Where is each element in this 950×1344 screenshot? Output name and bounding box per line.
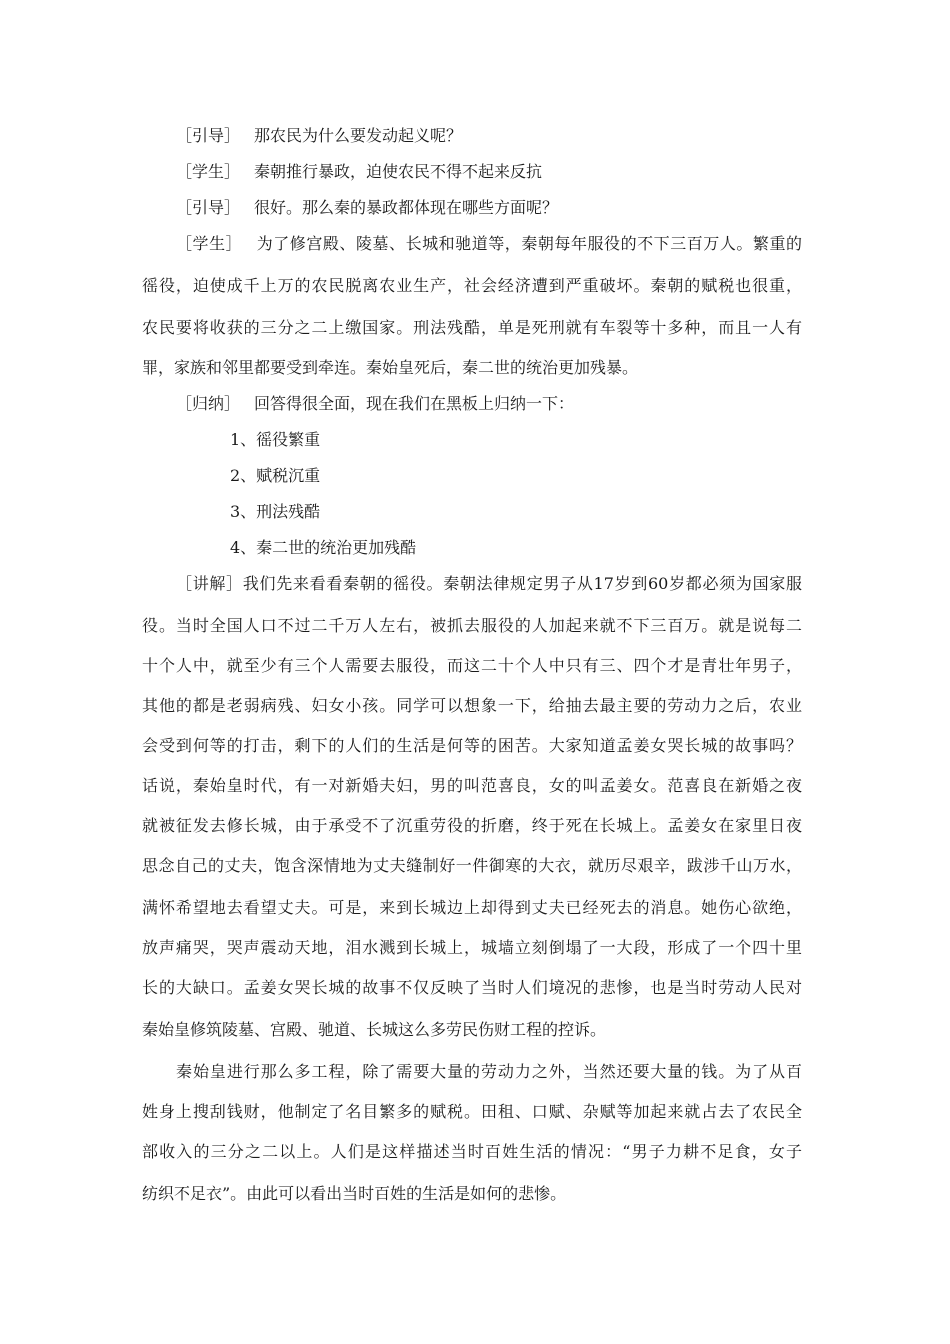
paragraph-line: 役。当时全国人口不过二千万人左右，被抓去服役的人加起来就不下三百万。就是说每二 [142, 616, 802, 635]
speaker-tag: ［引导］ [176, 198, 241, 217]
summary-item: 3、刑法残酷 [230, 502, 321, 521]
paragraph-text: 我们先来看看秦朝的徭役。秦朝法律规定男子从17岁到60岁都必须为国家服 [242, 574, 802, 593]
summary-item: 2、赋税沉重 [230, 466, 321, 485]
paragraph-line [176, 232, 802, 256]
paragraph-text: 为了修宫殿、陵墓、长城和驰道等，秦朝每年服役的不下三百万人。繁重的 [256, 234, 802, 253]
paragraph-line: 部收入的三分之二以上。人们是这样描述当时百姓生活的情况：“男子力耕不足食，女子 [142, 1142, 802, 1161]
paragraph-line: 放声痛哭，哭声震动天地，泪水溅到长城上，城墙立刻倒塌了一大段，形成了一个四十里 [142, 938, 802, 957]
paragraph-line: 十个人中，就至少有三个人需要去服役，而这二十个人中只有三、四个才是青壮年男子， [142, 656, 802, 675]
paragraph-line: 罪，家族和邻里都要受到牵连。秦始皇死后，秦二世的统治更加残暴。 [142, 358, 639, 377]
summary-line [176, 392, 836, 416]
paragraph-line: 会受到何等的打击，剩下的人们的生活是何等的困苦。大家知道孟姜女哭长城的故事吗？ [142, 736, 802, 755]
speaker-tag: ［引导］ [176, 126, 241, 145]
dialog-line [176, 160, 836, 184]
paragraph-line: 秦始皇进行那么多工程，除了需要大量的劳动力之外，当然还要大量的钱。为了从百 [176, 1062, 802, 1081]
speaker-tag: ［归纳］ [176, 394, 241, 413]
paragraph-line: 纺织不足衣”。由此可以看出当时百姓的生活是如何的悲惨。 [142, 1184, 567, 1203]
dialog-text: 那农民为什么要发动起义呢？ [254, 126, 463, 145]
paragraph-line: 徭役，迫使成千上万的农民脱离农业生产，社会经济遭到严重破坏。秦朝的赋税也很重， [142, 276, 802, 295]
summary-text: 回答得很全面，现在我们在黑板上归纳一下： [254, 394, 575, 413]
paragraph-line: 思念自己的丈夫，饱含深情地为丈夫缝制好一件御寒的大衣，就历尽艰辛，跋涉千山万水， [142, 856, 802, 875]
paragraph-line: 农民要将收获的三分之二上缴国家。刑法残酷，单是死刑就有车裂等十多种，而且一人有 [142, 318, 802, 337]
paragraph-line: 其他的都是老弱病残、妇女小孩。同学可以想象一下，给抽去最主要的劳动力之后，农业 [142, 696, 802, 715]
paragraph-line: 秦始皇修筑陵墓、宫殿、驰道、长城这么多劳民伤财工程的控诉。 [142, 1020, 607, 1039]
dialog-text: 秦朝推行暴政，迫使农民不得不起来反抗 [254, 162, 543, 181]
speaker-tag: ［讲解］ [176, 574, 243, 593]
paragraph-line [176, 572, 802, 596]
paragraph-line: 长的大缺口。孟姜女哭长城的故事不仅反映了当时人们境况的悲惨，也是当时劳动人民对 [142, 978, 802, 997]
dialog-text: 很好。那么秦的暴政都体现在哪些方面呢？ [254, 198, 559, 217]
paragraph-line: 就被征发去修长城，由于承受不了沉重劳役的折磨，终于死在长城上。孟姜女在家里日夜 [142, 816, 802, 835]
summary-item: 1、徭役繁重 [230, 430, 321, 449]
paragraph-line: 话说，秦始皇时代，有一对新婚夫妇，男的叫范喜良，女的叫孟姜女。范喜良在新婚之夜 [142, 776, 802, 795]
speaker-tag: ［学生］ [176, 162, 241, 181]
dialog-line [176, 196, 836, 220]
paragraph-line: 姓身上搜刮钱财，他制定了名目繁多的赋税。田租、口赋、杂赋等加起来就占去了农民全 [142, 1102, 802, 1121]
speaker-tag: ［学生］ [176, 234, 243, 253]
summary-item: 4、秦二世的统治更加残酷 [230, 538, 417, 557]
dialog-line [176, 124, 836, 148]
paragraph-line: 满怀希望地去看望丈夫。可是，来到长城边上却得到丈夫已经死去的消息。她伤心欲绝， [142, 898, 802, 917]
